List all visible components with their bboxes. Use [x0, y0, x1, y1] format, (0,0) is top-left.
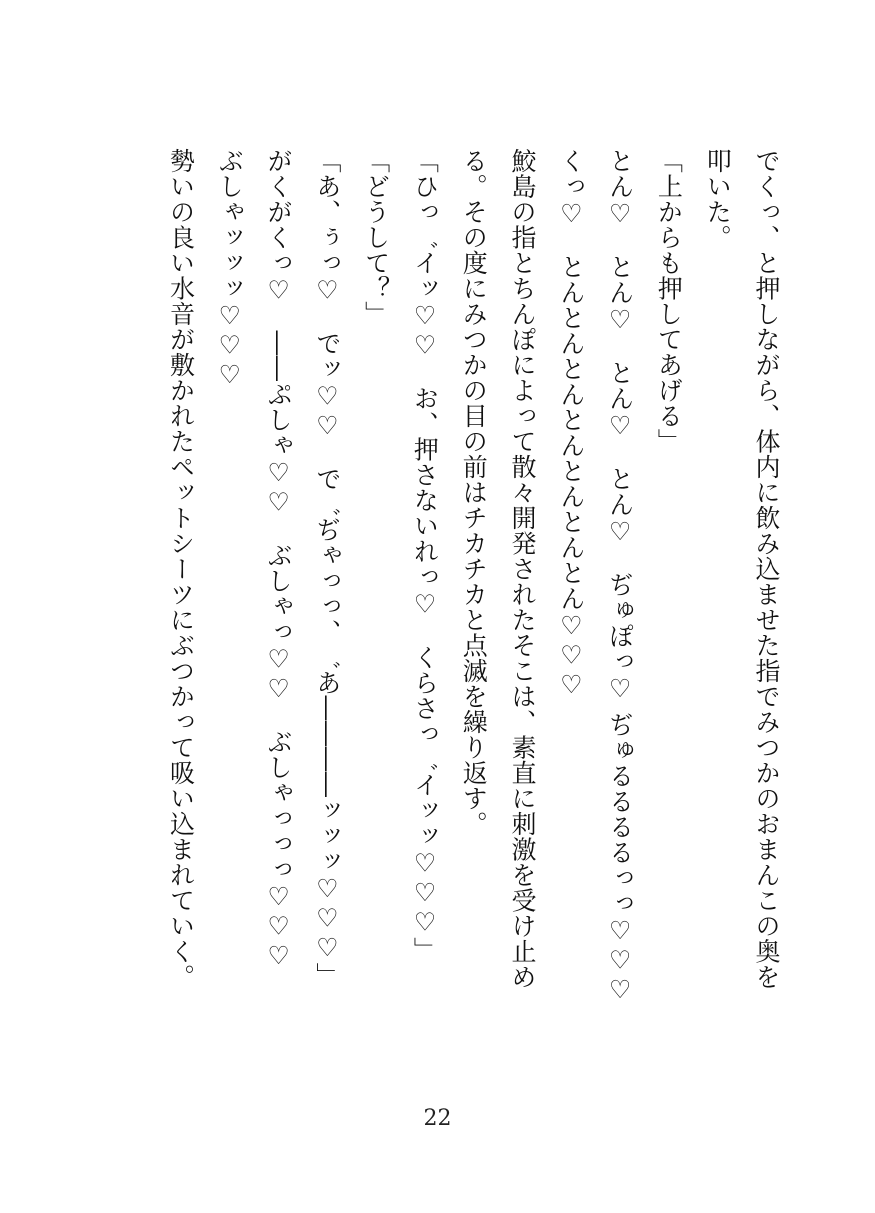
vertical-text-body [130, 148, 790, 1008]
paragraph-7: 「どうして？」 [361, 148, 391, 327]
paragraph-8: 「あ、ぅっ♡ でッ♡♡ で゛ぢゃっっ、゛あ――――ッッッ♡♡♡」 [312, 148, 342, 988]
paragraph-1: でくっ、と押しながら、体内に飲み込ませた指でみつかのおまんこの奥を叩いた。 [703, 148, 781, 990]
paragraph-6: 「ひっ゛イッ♡♡ お、押さないれっ♡ くらさっ゛イッッ♡♡♡」 [410, 148, 440, 963]
paragraph-3: とん♡ とん♡ とん♡ とん♡ ぢゅぽっ♡ ぢゅるるるるっっ♡♡♡ [605, 148, 635, 1005]
paragraph-4: くっ♡ とんとんとんとんとんとんとん♡♡♡ [556, 148, 586, 700]
paragraph-5: 鮫島の指とちんぽによって散々開発されたそこは、素直に刺激を受け止める。その度にみつかの目の前はチカチカと点滅を繰り返す。 [459, 148, 538, 990]
paragraph-10: 勢いの良い水音が敷かれたペットシーツにぶつかって吸い込まれていく。 [166, 148, 196, 990]
paragraph-9: がくがくっ♡ ――ぷしゃ♡♡ ぶしゃっ♡♡ ぶしゃっっっ♡♡♡ ぶしゃッッッ♡♡♡ [215, 148, 294, 996]
page-number: 22 [423, 1106, 452, 1131]
paragraph-2: 「上からも押してあげる」 [654, 148, 684, 454]
